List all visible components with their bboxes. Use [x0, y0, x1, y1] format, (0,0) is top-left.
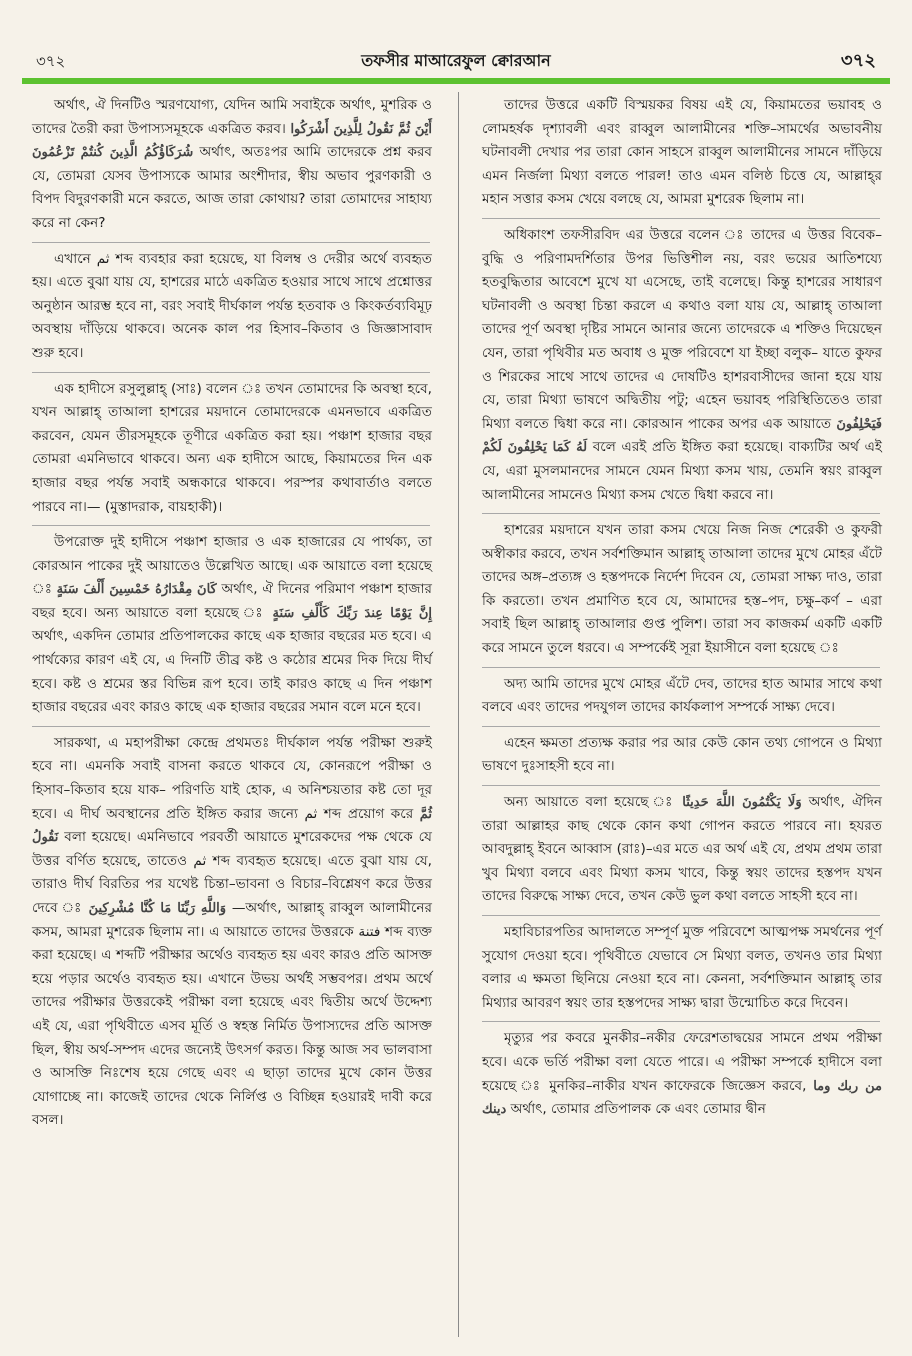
right-column [476, 92, 886, 1340]
left-column [26, 92, 436, 1340]
paragraph [476, 919, 886, 1018]
arabic-verse: ثُمَّ نَقُولُ [32, 806, 432, 846]
paragraph-text: অর্থাৎ, ঐ দিনের পরিমাণ পঞ্চাশ হাজার বছর হবে। অন্য আয়াতে বলা হয়েছে ঃ [32, 581, 432, 621]
paragraph-text: উপরোক্ত দুই হাদীসে পঞ্চাশ হাজার ও এক হাজারের যে পার্থক্য, তা কোরআন পাকের দুই আয়াতেও উল্লেখিত আছে। এক আয়াতে বলা হয়েছে ঃ [32, 534, 432, 598]
paragraph-separator [32, 525, 430, 526]
paragraph-text: অন্য আয়াতে বলা হয়েছে ঃ [504, 794, 676, 811]
running-title: তফসীর মাআরেফুল ক্বোরআন [361, 51, 551, 70]
paragraph-text: —অর্থাৎ, আল্লাহ্ রাব্বুল আলামীনের কসম, আমরা মুশরেক ছিলাম না। এ আয়াতে তাদের উত্তরকে فتنة শব্দ ব্যক্ত করা হয়েছে। এ শব্দটি পরীক্ষার অর্থেও ব্যবহৃত হয় এবং কারও প্রতি আসক্ত হয়ে পড়ার অর্থেও ব্যবহৃত হয়। এখানে উভয় অর্থই সম্ভবপর। প্রথম অর্থে তাদের পরীক্ষার উত্তরকেই পরীক্ষা বলা হয়েছে এবং দ্বিতীয় অর্থে উদ্দেশ্য এই যে, এরা পৃথিবীতে এসব মূর্তি ও স্বহস্ত নির্মিত উপাস্যদের প্রতি আসক্ত ছিল, স্বীয় অর্থ-সম্পদ এদের জন্যেই উৎসর্গ করত। কিন্তু আজ সব ভালবাসা ও আসক্তি নিঃশেষ হয়ে গেছে এবং এ ছাড়া তাদের মুখে কোন উত্তর যোগাচ্ছে না। কাজেই তাদের থেকে নির্লিপ্ত ও বিচ্ছিন্ন হওয়ারই দাবী করে বসল। [32, 900, 432, 1129]
paragraph-separator [482, 218, 880, 219]
arabic-verse: ثُمَّ نَقُولُ لِلَّذِينَ أَشْرَكُوا [290, 121, 411, 137]
header-rule [22, 78, 890, 84]
paragraph-text: সারকথা, এ মহাপরীক্ষা কেন্দ্রে প্রথমতঃ দীর্ঘকাল পর্যন্ত পরীক্ষা শুরুই হবে না। এমনকি সবাই বাসনা করতে থাকবে যে, কোনরূপে পরীক্ষা ও হিসাব–কিতাব হয়ে যাক– পরিণতি যাই হোক, এ অনিশ্চয়তার কষ্ট তো দূর হবে। এ দীর্ঘ অবস্থানের প্রতি ইঙ্গিত করার জন্যে ثم শব্দ প্রয়োগ করে [32, 734, 432, 822]
paragraph-separator [32, 242, 430, 243]
paragraph [476, 671, 886, 723]
paragraph-text: অর্থাৎ, ঐ দিনটিও স্মরণযোগ্য, যেদিন আমি সবাইকে অর্থাৎ, মুশরিক ও তাদের তৈরী করা উপাস্যসমূহকে একত্রিত করব। [32, 97, 432, 137]
paragraph-text: এখানে ثم শব্দ ব্যবহার করা হয়েছে, যা বিলম্ব ও দেরীর অর্থে ব্যবহৃত হয়। এতে বুঝা যায় যে, হাশরের মাঠে একত্রিত হওয়ার সাথে সাথে প্রশ্নোত্তর অনুষ্ঠান আরম্ভ হবে না, বরং সবাই দীর্ঘকাল পর্যন্ত হতবাক ও কিংকর্তব্যবিমূঢ় অবস্থায় দাঁড়িয়ে থাকবে। অনেক কাল পর হিসাব–কিতাব ও জিজ্ঞাসাবাদ শুরু হবে। [32, 250, 432, 361]
paragraph-separator [482, 785, 880, 786]
paragraph [26, 92, 436, 239]
paragraph-text: অর্থাৎ, অতঃপর আমি তাদেরকে প্রশ্ন করব যে, তোমরা যেসব উপাস্যকে আমার অংশীদার, স্বীয় অভাব পুরণকারী ও বিপদ বিদুরণকারী মনে করতে, আজ তারা কোথায়? তারা তোমাদের সাহায্য করে না কেন? [32, 144, 432, 231]
paragraph [476, 92, 886, 215]
paragraph [476, 789, 886, 912]
paragraph-text: বলে এরই প্রতি ইঙ্গিত করা হয়েছে। বাক্যটির অর্থ এই যে, এরা মুসলমানদের সামনে যেমন মিথ্যা কসম খায়, তেমনি স্বয়ং রাব্বুল আলামীনের সামনেও মিথ্যা কসম খেতে দ্বিধা করবে না। [482, 439, 882, 503]
paragraph-text: অদ্য আমি তাদের মুখে মোহর এঁটে দেব, তাদের হাত আমার সাথে কথা বলবে এবং তাদের পদযুগল তাদের কার্যকলাপ সম্পর্কে সাক্ষ্য দেবে। [482, 675, 882, 716]
paragraph [26, 376, 436, 523]
paragraph-text: হাশরের ময়দানে যখন তারা কসম খেয়ে নিজ নিজ শেরেকী ও কুফরী অস্বীকার করবে, তখন সর্বশক্তিমান আল্লাহ্ তাআলা তাদের মুখে মোহর এঁটে তাদের অঙ্গ–প্রত্যঙ্গ ও হস্তপদকে নির্দেশ দিবেন যে, তোমরা সাক্ষ্য দাও, তারা কি করতো। তখন প্রমাণিত হবে যে, আমাদের হস্ত–পদ, চক্ষু–কর্ণ – এরা সবাই ছিল আল্লাহ্ তাআলার গুপ্ত পুলিশ। তারা সব কাজকর্ম একটি একটি করে সামনে তুলে ধরবে। এ সম্পর্কেই সূরা ইয়াসীনে বলা হয়েছে ঃ [482, 522, 882, 657]
paragraph [476, 730, 886, 782]
arabic-verse: أَيْنَ شُرَكَاؤُكُمُ الَّذِينَ كُنتُمْ تَزْعُمُونَ [32, 121, 432, 161]
paragraph [476, 222, 886, 510]
paragraph-separator [32, 372, 430, 373]
paragraph-text: এহেন ক্ষমতা প্রত্যক্ষ করার পর আর কেউ কোন তথ্য গোপনে ও মিথ্যা ভাষণে দুঃসাহসী হবে না। [482, 734, 882, 775]
paragraph-text: তাদের উত্তরে একটি বিস্ময়কর বিষয় এই যে, কিয়ামতের ভয়াবহ ও লোমহর্ষক দৃশ্যাবলী এবং রাব্বুল আলামীনের শক্তি–সামর্থের অভাবনীয় ঘটনাবলী দেখার পর তারা কোন সাহসে রাব্বুল আলামীনের সামনে দাঁড়িয়ে এমন নির্জলা মিথ্যা বলতে পারল! তাও এমন বলিষ্ঠ চিত্তে যে, আল্লাহ্‌র মহান সত্তার কসম খেয়ে বলছে যে, আমরা মুশরেক ছিলাম না। [482, 97, 882, 208]
page-number-right: ৩৭২ [840, 50, 876, 71]
paragraph [26, 246, 436, 369]
arabic-verse: فَيَحْلِفُونَ لَهُ كَمَا يَحْلِفُونَ لَكُمْ [482, 416, 882, 456]
paragraph-text: অর্থাৎ, ঐদিন তারা আল্লাহর কাছ থেকে কোন কথা গোপন করতে পারবে না। হযরত আবদুল্লাহ্ ইবনে আব্বাস (রাঃ)–এর মতে এর অর্থ এই যে, প্রথম প্রথম তারা খুব মিথ্যা বলবে এবং মিথ্যা কসম খাবে, কিন্তু স্বয়ং তাদের হস্তপদ যখন তাদের বিরুদ্ধে সাক্ষ্য দেবে, তখন কেউ ভুল কথা বলতে সাহসী হবে না। [482, 794, 883, 905]
arabic-verse: إِنَّ يَوْمًا عِندَ رَبِّكَ كَأَلْفِ سَنَةٍ [272, 605, 432, 621]
paragraph-text: অর্থাৎ, একদিন তোমার প্রতিপালকের কাছে এক হাজার বছরের মত হবে। এ পার্থক্যের কারণ এই যে, এ দিনটি তীব্র কষ্ট ও কঠোর শ্রমের দিক দিয়ে দীর্ঘ হবে। কষ্ট ও শ্রমের স্তর বিভিন্ন রূপ হবে। তাই কারও কাছে এ দিন পঞ্চাশ হাজার বছরের এবং কারও কাছে এক হাজার বছরের সমান বলে মনে হবে। [32, 628, 432, 716]
paragraph [26, 730, 436, 1136]
paragraph-separator [32, 726, 430, 727]
paragraph-text: মৃত্যুর পর কবরে মুনকীর–নকীর ফেরেশতাদ্বয়ের সামনে প্রথম পরীক্ষা হবে। একে ভর্তি পরীক্ষা বলা যেতে পারে। এ পরীক্ষা সম্পর্কে হাদীসে বলা হয়েছে ঃ মুনকির–নাকীর যখন কাফেরকে জিজ্ঞেস করবে, [482, 1030, 882, 1094]
paragraph-text: অধিকাংশ তফসীরবিদ এর উত্তরে বলেন ঃ তাদের এ উত্তর বিবেক–বুদ্ধি ও পরিণামদর্শিতার উপর ভিত্তিশীল নয়, বরং ভয়ের আতিশয্যে হতবুদ্ধিতার আবেশে মুখে যা এসেছে, তাই বলেছে। কিন্তু হাশরের সাধারণ ঘটনাবলী ও অবস্থা চিন্তা করলে এ কথাও বলা যায় যে, আল্লাহ্ তাআলা তাদের পূর্ণ অবস্থা দৃষ্টির সামনে আনার জন্যে তাদেরকে এ শক্তিও দিয়েছেন যেন, তারা পৃথিবীর মত অবাধ ও মুক্ত পরিবেশে যা ইচ্ছা বলুক– যাতে কুফর ও শিরকের সাথে সাথে তাদের এ দোষটিও হাশরবাসীদের জানা হয়ে যায় যে, তারা মিথ্যা ভাষণে অদ্বিতীয় পটু; এহেন ভয়াবহ পরিস্থিতিতেও তারা মিথ্যা বলতে দ্বিধা করে না। কোরআন পাকের অপর এক আয়াতে [482, 226, 882, 432]
paragraph [476, 1025, 886, 1124]
arabic-verse: من ربك وما دينك [482, 1078, 883, 1118]
paragraph-separator [482, 726, 880, 727]
arabic-verse: كَانَ مِقْدَارُهُ خَمْسِينَ أَلْفَ سَنَةٍ [56, 582, 217, 598]
page-number-left: ৩৭২ [36, 52, 66, 70]
paragraph-text: বলা হয়েছে। এমনিভাবে পরবর্তী আয়াতে মুশরেকদের পক্ষ থেকে যে উত্তর বর্ণিত হয়েছে, তাতেও ثم শব্দ ব্যবহৃত হয়েছে। এতে বুঝা যায় যে, তারাও দীর্ঘ বিরতির পর যথেষ্ট চিন্তা–ভাবনা ও বিচার–বিশ্লেষণ করে উত্তর দেবে ঃ [32, 829, 432, 916]
arabic-verse: وَلَا يَكْتُمُونَ اللَّهَ حَدِيثًا [682, 795, 802, 811]
paragraph-text: মহাবিচারপতির আদালতে সম্পূর্ণ মুক্ত পরিবেশে আত্মপক্ষ সমর্থনের পূর্ণ সুযোগ দেওয়া হবে। পৃথিবীতে যেভাবে সে মিথ্যা বলত, তখনও তার মিথ্যা বলার এ ক্ষমতা ছিনিয়ে নেওয়া হবে না। কেননা, সর্বশক্তিমান আল্লাহ্ তার মিথ্যার আবরণ স্বয়ং তার হস্তপদের সাক্ষ্য দ্বারা উন্মোচিত করে দিবেন। [482, 924, 882, 1011]
arabic-verse: وَاللَّهِ رَبِّنَا مَا كُنَّا مُشْرِكِينَ [88, 901, 227, 916]
column-divider [458, 92, 459, 1337]
page-header [22, 44, 890, 74]
paragraph-text: এক হাদীসে রসুলুল্লাহ্ (সাঃ) বলেন ঃ তখন তোমাদের কি অবস্থা হবে, যখন আল্লাহ্ তাআলা হাশরের ময়দানে তোমাদেরকে এমনভাবে একত্রিত করবেন, যেমন তীরসমূহকে তূণীরে একত্রিত করা হয়। পঞ্চাশ হাজার বছর তোমরা এমনিভাবে থাকবে। অন্য এক হাদীসে আছে, কিয়ামতের দিন এক হাজার বছর পর্যন্ত সবাই অন্ধকারে থাকবে। পরস্পর কথাবার্তাও বলতে পারবে না।— (মুস্তাদরাক, বায়হাকী)। [32, 380, 432, 515]
paragraph-separator [482, 915, 880, 916]
paragraph [26, 529, 436, 723]
paragraph-separator [482, 667, 880, 668]
paragraph-separator [482, 513, 880, 514]
paragraph [476, 517, 886, 664]
paragraph-separator [482, 1021, 880, 1022]
paragraph-text: অর্থাৎ, তোমার প্রতিপালক কে এবং তোমার দ্বীন [510, 1101, 766, 1118]
